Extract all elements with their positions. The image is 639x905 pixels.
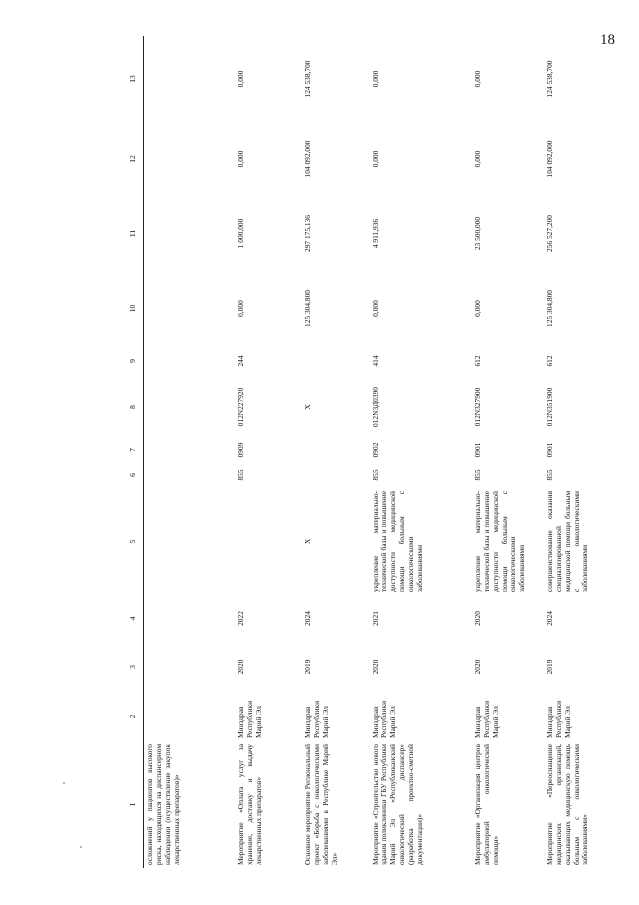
table-row-equipment (544, 36, 630, 868)
start-year (144, 642, 235, 692)
column-number: 11 (122, 196, 144, 271)
vr-code: 414 (370, 355, 380, 367)
amount-col13: 124 538,700 (544, 60, 554, 98)
csr-code: 012N3Д0390 (370, 387, 380, 427)
rzpr-code: 0901 (472, 442, 482, 458)
budget-table-rotated (122, 36, 630, 868)
expected-result: совершенствование оказания специализированной медицинской помощи больным с онкологическими заболеваниями (544, 491, 590, 592)
amount-col13: 0,000 (235, 70, 245, 88)
column-number: 12 (122, 122, 144, 196)
table-row-payment (235, 36, 302, 868)
csr-code: 012N351900 (544, 387, 554, 427)
csr-code: 012N227920 (235, 387, 245, 427)
amount-col11 (144, 196, 235, 271)
csr-code (144, 376, 235, 438)
amount-col10: 0,000 (235, 300, 245, 317)
page-number: 18 (600, 32, 615, 48)
start-year: 2019 (303, 659, 313, 675)
activity-name: Мероприятие «Организация центров амбулаторной онкологической помощи» (472, 744, 500, 865)
amount-col11: 1 000,000 (235, 218, 245, 249)
rzpr-code: 0909 (235, 442, 245, 458)
end-year: 2020 (472, 611, 482, 626)
end-year: 2024 (303, 611, 313, 626)
rzpr-code: 0901 (544, 442, 554, 458)
activity-name: Мероприятие «Строительство нового здания поликлиники ГБУ Республики Марий Эл «Республиканский онкологический диспансер» (разработка проектно-сметной документации)» (370, 744, 424, 865)
vr-code: 612 (544, 355, 554, 367)
amount-col11: 23 500,000 (472, 216, 482, 251)
column-number: 13 (122, 36, 144, 122)
amount-col11: 4 911,936 (370, 218, 380, 249)
csr-code: 012N327900 (472, 387, 482, 427)
activity-name: осложнений у пациентов высокого риска, находящихся на диспансерном наблюдении (осуществление закупок лекарственных препаратов)» (145, 744, 181, 865)
amount-col11: 256 527,200 (544, 215, 554, 252)
grbs-code: 855 (370, 469, 380, 481)
column-number: 2 (122, 692, 144, 741)
grbs-code (302, 462, 369, 488)
amount-col10: 125 304,800 (544, 290, 554, 327)
table-row-centers (472, 36, 544, 868)
executor: Минздрав Республики Марий Эл (303, 700, 330, 738)
expected-result: укрепление материально-технической базы и повышение доступности медицинской помощи больным с онкологическими заболеваниями (370, 491, 424, 592)
amount-col13: 124 538,700 (303, 60, 313, 98)
end-year: 2021 (370, 611, 380, 626)
start-year: 2020 (472, 659, 482, 675)
expected-result (235, 488, 302, 595)
expected-result: Х (303, 538, 313, 545)
start-year: 2020 (370, 659, 380, 675)
grbs-code: 855 (544, 469, 554, 481)
amount-col10: 0,000 (472, 300, 482, 317)
column-number: 5 (122, 488, 144, 595)
activity-name: Мероприятие «Оплата услуг за хранение, доставку и выдачу лекарственных препаратов» (235, 744, 263, 865)
rzpr-code: 0902 (370, 442, 380, 458)
vr-code (302, 346, 369, 376)
column-number: 7 (122, 438, 144, 462)
column-number: 10 (122, 271, 144, 346)
executor: Минздрав Республики Марий Эл (235, 700, 263, 738)
activity-name: Мероприятие «Переоснащение медицинских организаций, оказывающих медицинскую помощь больным с онкологическими заболеваниями» (544, 744, 590, 865)
amount-col12: 0,000 (472, 150, 482, 168)
amount-col12: 0,000 (235, 150, 245, 168)
expected-result: укрепление материально-технической базы и повышение доступности медицинской помощи больным с онкологическими заболеваниями (472, 491, 527, 592)
executor: Минздрав Республики Марий Эл (370, 700, 398, 738)
csr-code: Х (303, 404, 313, 410)
column-number: 1 (122, 741, 144, 868)
amount-col10 (144, 271, 235, 346)
amount-col10: 125 304,800 (303, 290, 313, 327)
table-row-regional-project (302, 36, 369, 868)
executor: Минздрав Республики Марий Эл (544, 700, 572, 738)
end-year (144, 595, 235, 642)
column-number-row (122, 36, 144, 868)
column-number: 8 (122, 376, 144, 438)
column-number: 4 (122, 595, 144, 642)
end-year: 2024 (544, 611, 554, 626)
grbs-code: 855 (235, 469, 245, 481)
amount-col12: 104 092,000 (303, 140, 313, 178)
amount-col13: 0,000 (370, 70, 380, 88)
budget-table (122, 36, 630, 868)
table-row-continuation (144, 36, 235, 868)
amount-col12: 104 092,000 (544, 140, 554, 178)
grbs-code: 855 (472, 469, 482, 481)
rzpr-code (302, 438, 369, 462)
end-year: 2022 (235, 611, 245, 626)
activity-name: Основное мероприятие Региональный проект «Борьба с онкологическими заболеваниями в Республике Марий Эл» (303, 744, 339, 865)
amount-col12 (144, 122, 235, 196)
executor: Минздрав Республики Марий Эл (472, 700, 500, 738)
table-row-dispensary (370, 36, 472, 868)
start-year: 2019 (544, 659, 554, 675)
column-number: 6 (122, 462, 144, 488)
vr-code: 612 (472, 355, 482, 367)
amount-col12: 0,000 (370, 150, 380, 168)
scan-speck (80, 846, 82, 848)
executor (144, 692, 235, 741)
rzpr-code (144, 438, 235, 462)
start-year: 2020 (235, 659, 245, 675)
amount-col13 (144, 36, 235, 122)
vr-code: 244 (235, 355, 245, 367)
amount-col10: 0,000 (370, 300, 380, 317)
scan-speck (63, 782, 65, 784)
column-number: 9 (122, 346, 144, 376)
grbs-code (144, 462, 235, 488)
expected-result (144, 488, 235, 595)
amount-col11: 297 175,136 (303, 215, 313, 252)
vr-code (144, 346, 235, 376)
amount-col13: 0,000 (472, 70, 482, 88)
column-number: 3 (122, 642, 144, 692)
